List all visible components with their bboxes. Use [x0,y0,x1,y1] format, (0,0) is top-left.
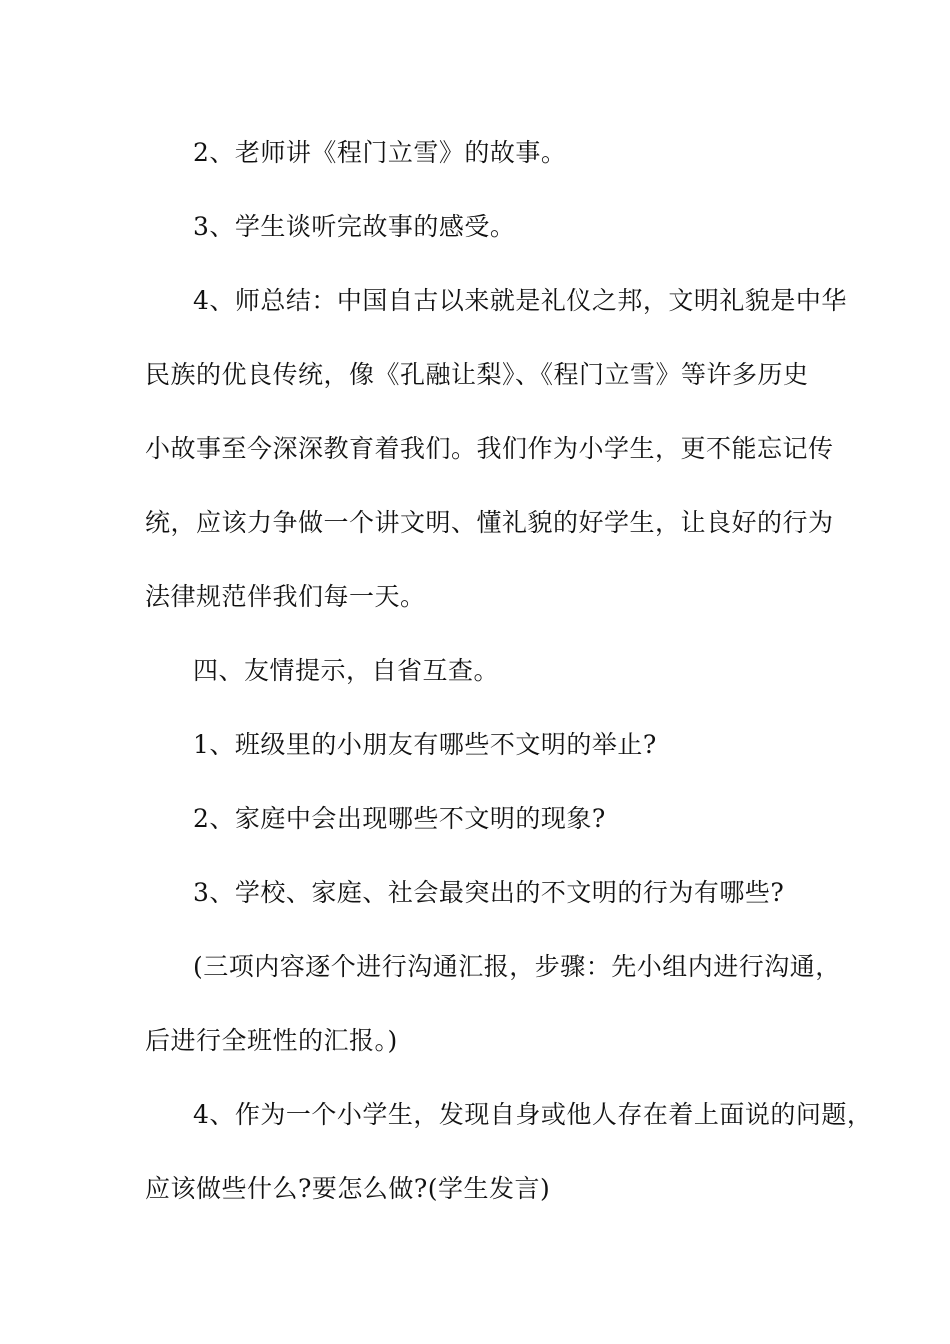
paragraph-line: 3、学校、家庭、社会最突出的不文明的行为有哪些? [193,878,785,907]
paragraph-line: 后进行全班性的汇报。) [145,1026,398,1055]
paragraph-line: 应该做些什么?要怎么做?(学生发言) [145,1174,551,1203]
paragraph-line: 2、老师讲《程门立雪》的故事。 [193,138,567,167]
paragraph-line: 4、作为一个小学生，发现自身或他人存在着上面说的问题， [193,1100,873,1129]
paragraph-line: 1、班级里的小朋友有哪些不文明的举止? [193,730,657,759]
paragraph-line: 2、家庭中会出现哪些不文明的现象? [193,804,606,833]
section-heading: 四、友情提示，自省互查。 [193,656,500,685]
paragraph-line: 统，应该力争做一个讲文明、懂礼貌的好学生，让良好的行为 [145,508,834,537]
paragraph-line: 3、学生谈听完故事的感受。 [193,212,516,241]
paragraph-line: (三项内容逐个进行沟通汇报，步骤：先小组内进行沟通， [193,952,841,981]
paragraph-line: 法律规范伴我们每一天。 [145,582,426,611]
paragraph-line: 小故事至今深深教育着我们。我们作为小学生，更不能忘记传 [145,434,834,463]
paragraph-line: 民族的优良传统，像《孔融让梨》、《程门立雪》等许多历史 [145,360,809,389]
paragraph-line: 4、师总结：中国自古以来就是礼仪之邦，文明礼貌是中华 [193,286,847,315]
